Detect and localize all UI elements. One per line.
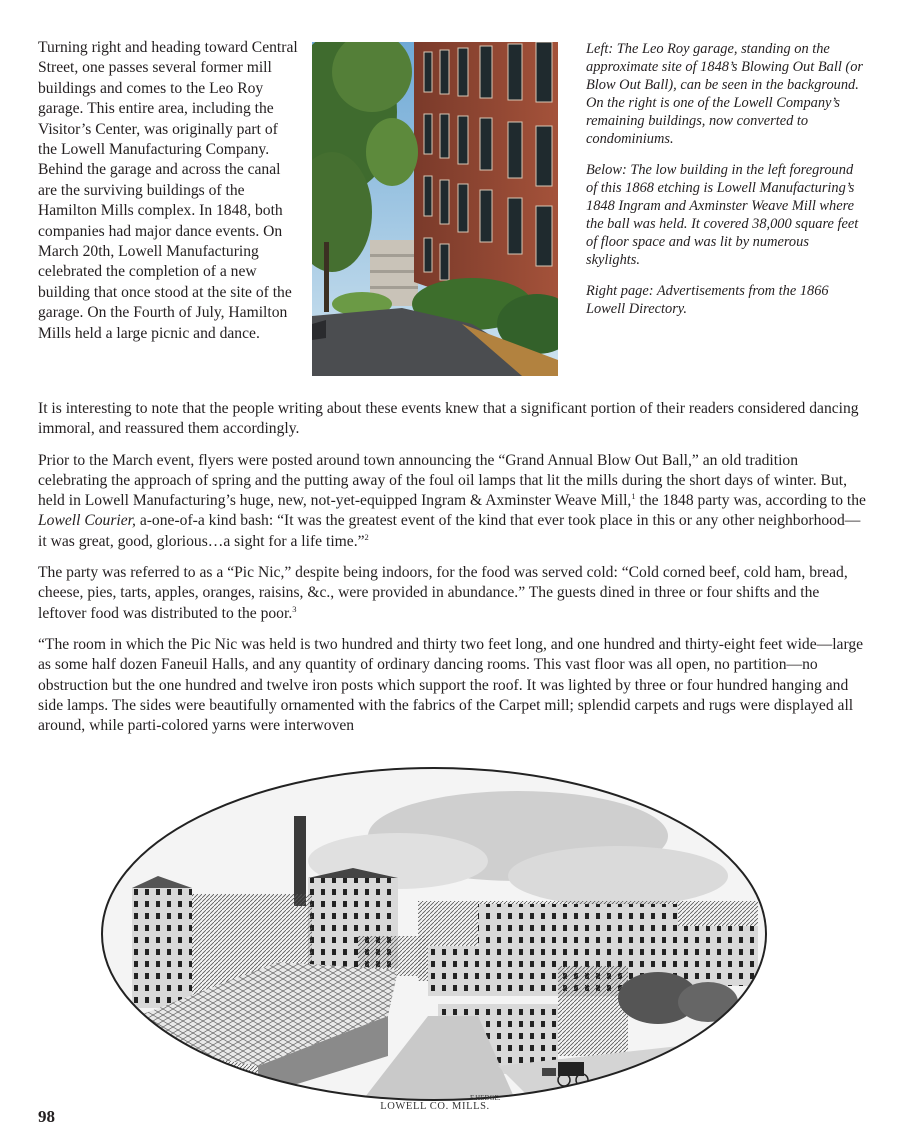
mill-etching [98,766,770,1106]
paragraph-3 [38,563,868,624]
photo-captions [586,40,866,331]
page-number: 98 [38,1107,55,1126]
caption-left: Left: The Leo Roy garage, standing on the approximate site of 1848’s Blowing Out Ball (or Blow Out Ball), can be seen in the background. On the right is one of the Lowell Company’s remaining buildings, now converted to condominiums. [586,41,864,147]
paragraph-2-part-c: a-one-of-a kind bash: “It was the greatest event of the kind that ever took place in this or any other neighborhood—it was great, good, glorious…a sight for a life time.” [38,512,861,550]
source-title: Lowell Courier, [38,512,136,530]
left-column-text: Turning right and heading toward Central Street, one passes several former mill buildings and comes to the Leo Roy garage. This entire area, including the Visitor’s Center, was originally part of the Lowell Manufacturing Company. Behind the garage and across the canal are the surviving buildings of the Hamilton Mills complex. In 1848, both companies had major dance events. On March 20th, Lowell Manufacturing celebrated the completion of a new building that once stood at the site of the garage. On the Fourth of July, Hamilton Mills held a large picnic and dance. [38,39,298,342]
paragraph-2 [38,451,868,552]
paragraph-1: It is interesting to note that the people writing about these events knew that a significant portion of their readers considered dancing immoral, and reassured them accordingly. [38,400,859,438]
footnote-ref-3: 3 [292,603,297,614]
footnote-ref-2: 2 [364,531,369,542]
etching-caption: LOWELL CO. MILLS. [380,1101,490,1112]
caption-below: Below: The low building in the left foreground of this 1868 etching is Lowell Manufacturing’s 1848 Ingram and Axminster Weave Mill where the ball was held. It covered 38,000 square feet of floor space and was lit by numerous skylights. [586,162,859,268]
caption-right: Right page: Advertisements from the 1866 Lowell Directory. [586,283,829,317]
garage-photo [312,42,558,376]
body-text [38,399,868,747]
footnote-ref-1: 1 [631,491,636,501]
paragraph-4: “The room in which the Pic Nic was held is two hundred and thirty two feet long, and one hundred and thirty-eight feet wide—large as some half dozen Faneuil Halls, and any quantity of ordinary dancing rooms. This vast floor was all open, no partition—no obstruction but the one hundred and twelve iron posts which support the roof. It was lighted by three or four hundred hanging and side lamps. The sides were beautifully ornamented with the fabrics of the Carpet mill; splendid carpets and rugs were displayed all around, while parti-colored yarns were interwoven [38,635,864,735]
paragraph-3-text: The party was referred to as a “Pic Nic,” despite being indoors, for the food was served cold: “Cold corned beef, cold ham, bread, cheese, pies, tarts, apples, oranges, raisins, &c., were provided in abundance.” The guests dined in three or four shifts and the leftover food was distributed to the poor. [38,564,848,622]
paragraph-2-part-a: Prior to the March event, flyers were posted around town announcing the “Grand Annual Blow Out Ball,” an old tradition celebrating the approach of spring and the putting away of the foul oil lamps that lit the mills during the short days of winter. But, held in Lowell Manufacturing’s huge, new, not-yet-equipped Ingram & Axminster Weave Mill, [38,451,847,510]
paragraph-2-part-b: the 1848 party was, according to the [635,492,866,510]
etching-signature: F.HEDGE. [470,1094,501,1102]
